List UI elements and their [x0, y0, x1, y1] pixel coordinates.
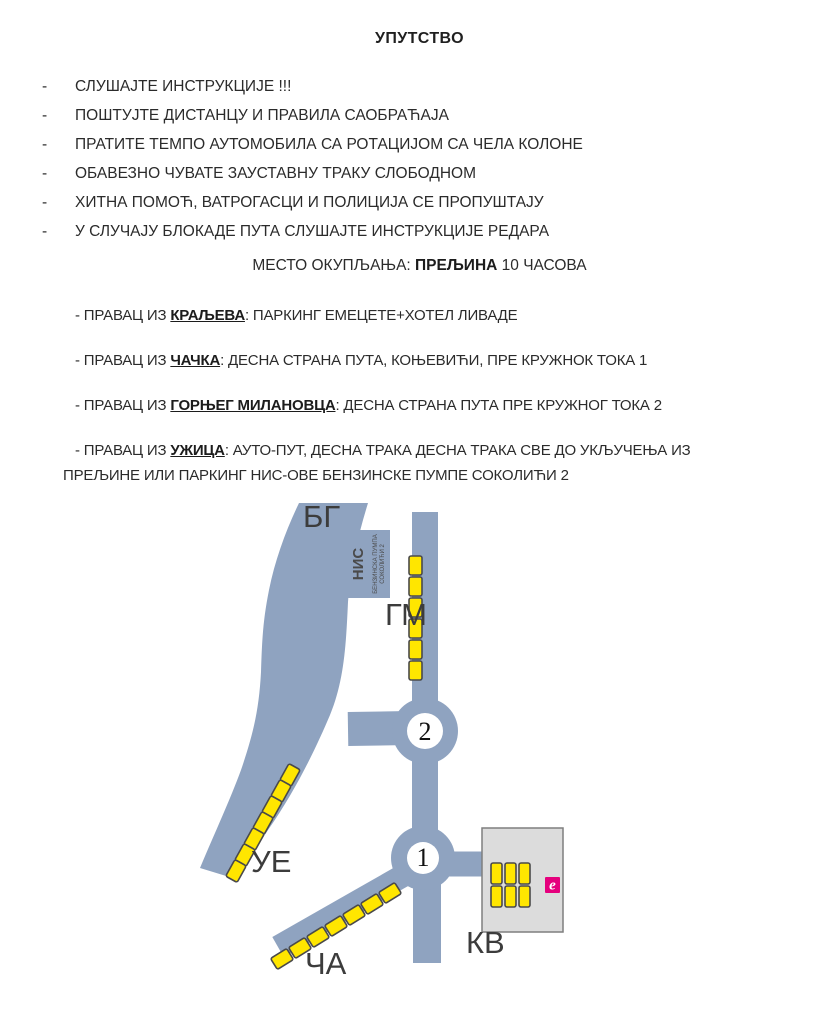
car-marker: [409, 661, 422, 680]
instruction-item: [0, 78, 839, 97]
direction-detail-line2: ПРЕЉИНЕ ИЛИ ПАРКИНГ НИС-ОВЕ БЕНЗИНСКЕ ПУМПЕ СОКОЛИЋИ 2: [63, 467, 569, 484]
instruction-item: [0, 107, 839, 126]
instruction-text: ХИТНА ПОМОЋ, ВАТРОГАСЦИ И ПОЛИЦИЈА СЕ ПРОПУШТАЈУ: [75, 194, 544, 211]
direction-origin: КРАЉЕВА: [170, 307, 245, 324]
label-kraljevo: КВ: [466, 925, 505, 960]
car-marker: [409, 556, 422, 575]
instruction-text: СЛУШАЈТЕ ИНСТРУКЦИЈЕ !!!: [75, 78, 292, 95]
roundabout-1-number: 1: [416, 843, 430, 872]
car-marker: [519, 886, 530, 907]
bullet-dash: -: [42, 78, 48, 95]
direction-prefix: - ПРАВАЦ ИЗ: [75, 397, 171, 414]
direction-prefix: - ПРАВАЦ ИЗ: [75, 352, 171, 369]
instruction-text: ПРАТИТЕ ТЕМПО АУТОМОБИЛА СА РОТАЦИЈОМ СА ЧЕЛА КОЛОНЕ: [75, 136, 583, 153]
meeting-time: 10 ЧАСОВА: [497, 257, 587, 274]
label-gornji-milanovac: ГМ: [385, 597, 427, 632]
label-belgrade: БГ: [303, 499, 341, 534]
roundabout-1: [391, 826, 455, 890]
direction-detail: : ДЕСНА СТРАНА ПУТА, КОЊЕВИЋИ, ПРЕ КРУЖНОК ТОКА 1: [220, 352, 648, 369]
direction-prefix: - ПРАВАЦ ИЗ: [75, 442, 171, 459]
instruction-text: ПОШТУЈТЕ ДИСТАНЦУ И ПРАВИЛА САОБРАЋАЈА: [75, 107, 449, 124]
instruction-item: [0, 165, 839, 184]
page-title: УПУТСТВО: [375, 30, 464, 47]
route-map: [0, 496, 839, 1024]
instruction-item: [0, 194, 839, 213]
roundabout-2: [392, 698, 458, 764]
car-marker: [409, 640, 422, 659]
instruction-item: [0, 136, 839, 155]
meeting-prefix: МЕСТО ОКУПЉАЊА:: [252, 257, 416, 274]
bullet-dash: -: [42, 194, 48, 211]
instruction-text: У СЛУЧАЈУ БЛОКАДЕ ПУТА СЛУШАЈТЕ ИНСТРУКЦИЈЕ РЕДАРА: [75, 223, 550, 240]
road-highway: [200, 503, 368, 879]
parking-building: [482, 828, 563, 932]
label-uzice: УЕ: [251, 844, 292, 879]
car-marker: [491, 886, 502, 907]
direction-detail: : ДЕСНА СТРАНА ПУТА ПРЕ КРУЖНОГ ТОКА 2: [335, 397, 662, 414]
nis-station-line1: БЕНЗИНСКА ПУМПА: [373, 534, 379, 594]
car-marker: [505, 886, 516, 907]
nis-station-name: НИС: [350, 547, 367, 581]
direction-gornji-milanovac: [63, 393, 799, 418]
bullet-dash: -: [42, 165, 48, 182]
direction-cacak: [63, 348, 799, 373]
car-marker: [519, 863, 530, 884]
bullet-dash: -: [42, 136, 48, 153]
instruction-text: ОБАВЕЗНО ЧУВАТЕ ЗАУСТАВНУ ТРАКУ СЛОБОДНОМ: [75, 165, 476, 182]
bullet-dash: -: [42, 223, 48, 240]
car-marker: [505, 863, 516, 884]
instruction-list: [0, 78, 839, 252]
direction-detail: : ПАРКИНГ ЕМЕЦЕТЕ+ХОТЕЛ ЛИВАДЕ: [244, 307, 518, 324]
direction-detail: : АУТО-ПУТ, ДЕСНА ТРАКА ДЕСНА ТРАКА СВЕ ДО УКЉУЧЕЊА ИЗ: [224, 442, 691, 459]
meeting-point-line: [0, 257, 839, 275]
bullet-dash: -: [42, 107, 48, 124]
direction-origin: ГОРЊЕГ МИЛАНОВЦА: [170, 397, 336, 414]
nis-station-line2: СОКОЛИЋИ 2: [380, 544, 386, 584]
store-logo-letter: е: [549, 877, 556, 894]
direction-uzice: [63, 438, 799, 488]
meeting-place: ПРЕЉИНА: [415, 257, 498, 274]
direction-origin: ЧАЧКА: [170, 352, 221, 369]
label-cacak: ЧА: [305, 946, 347, 981]
direction-prefix: - ПРАВАЦ ИЗ: [75, 307, 171, 324]
car-marker: [491, 863, 502, 884]
roundabout-2-number: 2: [418, 717, 432, 746]
road-cacak: [278, 874, 406, 947]
car-marker: [409, 577, 422, 596]
instruction-item: [0, 223, 839, 242]
direction-origin: УЖИЦА: [170, 442, 225, 459]
direction-kraljevo: [63, 303, 799, 328]
